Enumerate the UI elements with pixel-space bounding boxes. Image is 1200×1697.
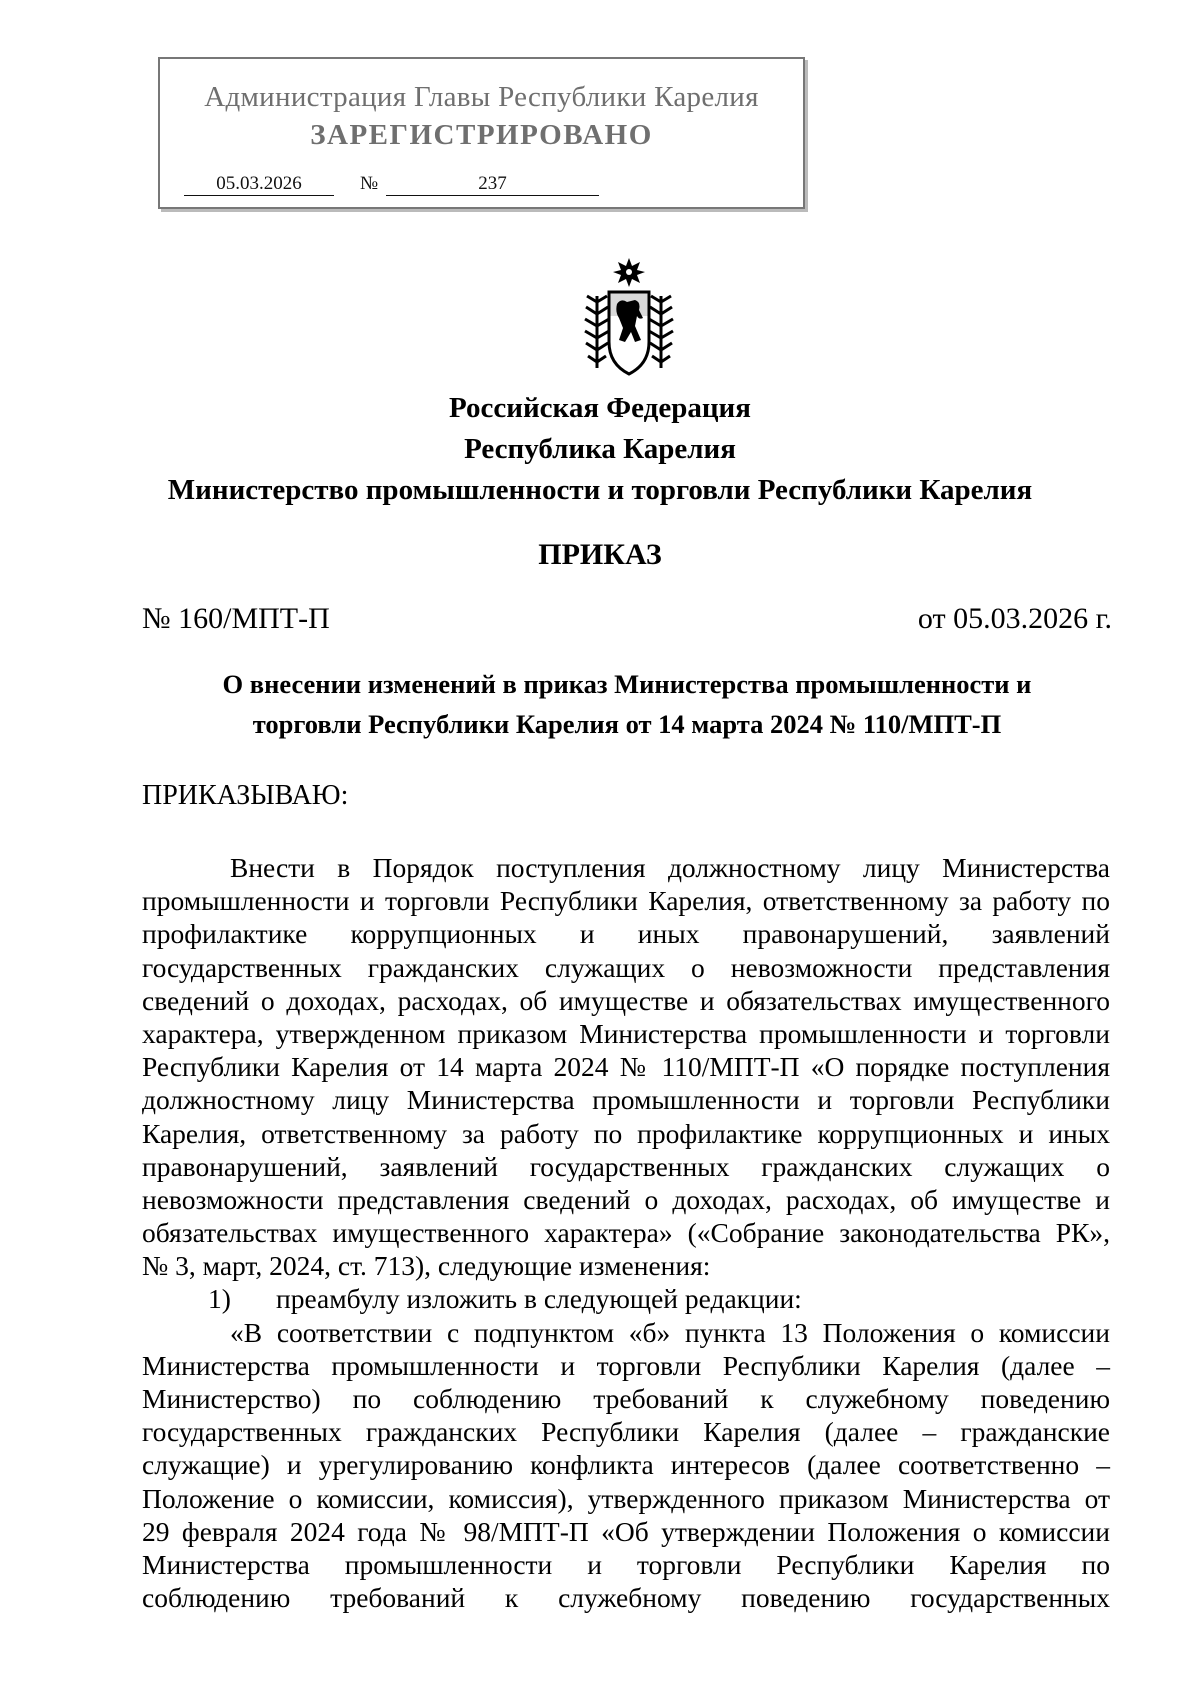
stamp-number: 237 (386, 173, 599, 196)
document-body (142, 851, 1110, 1614)
order-date: от 05.03.2026 г. (917, 602, 1112, 635)
body-line: Карелия, ответственному за работу по профилактике коррупционных и иных (142, 1117, 1110, 1149)
order-number: № 160/МПТ-П (142, 602, 330, 635)
body-line: сведений о доходах, расходах, об имуществе и обязательствах имущественного (142, 984, 1110, 1016)
list-item (142, 1282, 1110, 1315)
body-line: государственных гражданских служащих о невозможности представления (142, 951, 1110, 983)
header-region: Республика Карелия (464, 433, 736, 465)
body-line: обязательствах имущественного характера» («Собрание законодательства РК», (142, 1217, 1110, 1249)
body-line: профилактике коррупционных и иных правонарушений, заявлений (142, 918, 1110, 950)
header-ministry: Министерство промышленности и торговли Республики Карелия (167, 474, 1033, 506)
body-line: характера, утвержденном приказом Министерства промышленности и торговли (142, 1017, 1110, 1049)
body-line: Внести в Порядок поступления должностному лицу Министерства (230, 852, 1110, 883)
stamp-registered-label: ЗАРЕГИСТРИРОВАНО (310, 119, 653, 151)
quote-line: служащие) и урегулированию конфликта интересов (далее соответственно – (142, 1449, 1110, 1481)
karelia-coat-of-arms-icon (579, 256, 679, 380)
list-item-text: преамбулу изложить в следующей редакции: (276, 1283, 802, 1315)
body-line: Республики Карелия от 14 марта 2024 № 110/МПТ-П «О порядке поступления (142, 1051, 1110, 1083)
command-heading: ПРИКАЗЫВАЮ: (142, 780, 349, 811)
quote-line: Министерства промышленности и торговли Республики Карелия (далее – (142, 1349, 1110, 1381)
quote-line: Положение о комиссии, комиссия), утвержденного приказом Министерства от (142, 1482, 1110, 1514)
quote-line: государственных гражданских Республики Карелия (далее – гражданские (142, 1416, 1110, 1448)
document-title-line: торговли Республики Карелия от 14 марта 2024 № 110/МПТ-П (252, 709, 1002, 739)
header-country: Российская Федерация (449, 392, 751, 424)
stamp-number-label: № (360, 173, 379, 194)
stamp-date: 05.03.2026 (184, 173, 334, 196)
quote-line: Министерства промышленности и торговли Республики Карелия по (142, 1548, 1110, 1580)
list-item-number: 1) (208, 1283, 231, 1315)
body-line: должностному лицу Министерства промышленности и торговли Республики (142, 1084, 1110, 1116)
document-title-line: О внесении изменений в приказ Министерства промышленности и (222, 669, 1032, 699)
body-line: промышленности и торговли Республики Карелия, ответственному за работу по (142, 885, 1110, 917)
body-line: правонарушений, заявлений государственных гражданских служащих о (142, 1150, 1110, 1182)
stamp-organization: Администрация Главы Республики Карелия (204, 81, 759, 113)
body-line: невозможности представления сведений о доходах, расходах, об имуществе и (142, 1183, 1110, 1215)
body-line: № 3, март, 2024, ст. 713), следующие изменения: (142, 1250, 711, 1282)
quote-line: Министерство) по соблюдению требований к служебному поведению (142, 1383, 1110, 1414)
quote-line: «В соответствии с подпунктом «б» пункта 13 Положения о комиссии (230, 1316, 1110, 1348)
quote-line: соблюдению требований к служебному поведению государственных (142, 1582, 1110, 1614)
registration-stamp (158, 57, 805, 209)
quote-line: 29 февраля 2024 года № 98/МПТ-П «Об утверждении Положения о комиссии (142, 1515, 1110, 1547)
document-type: ПРИКАЗ (538, 538, 662, 571)
